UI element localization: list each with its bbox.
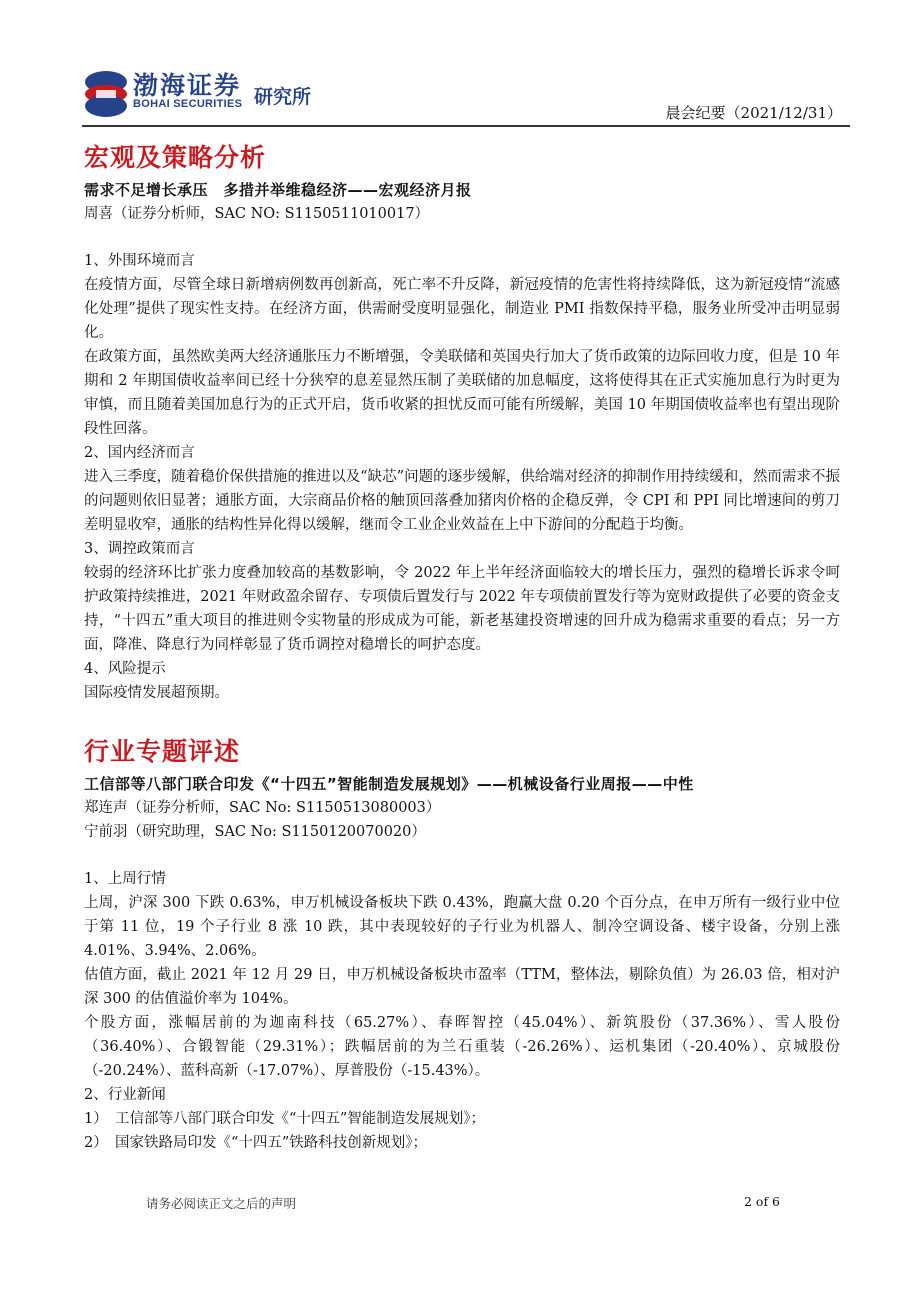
macro-paragraph: 在政策方面，虽然欧美两大经济通胀压力不断增强，令美联储和英国央行加大了货币政策的边际回收力度，但是 10 年期和 2 年期国债收益率间已经十分狭窄的息差显然压制了美联储的加息幅度，这将使得其在正式实施加息行为时更为审慎，而且随着美国加息行为的正式开启，货币收紧的担忧反而可能有所缓解，美国 10 年期国债收益率也有望出现阶段性回落。 (84, 349, 840, 437)
header-divider (82, 125, 850, 127)
page-header (0, 0, 920, 130)
macro-body (84, 249, 840, 705)
macro-section-title: 宏观及策略分析 (84, 143, 267, 172)
industry-heading-1: 1、上周行情 (84, 871, 166, 887)
industry-author: 郑连声（证券分析师，SAC No: S1150513080003） (84, 800, 441, 816)
macro-paragraph: 进入三季度，随着稳价保供措施的推进以及“缺芯”问题的逐步缓解，供给端对经济的抑制作用持续缓和，然而需求不振的问题则依旧显著；通胀方面，大宗商品价格的触顶回落叠加猪肉价格的企稳反弹，令 CPI 和 PPI 同比增速间的剪刀差明显收窄，通胀的结构性异化得以缓解，继而令工业企业效益在上中下游间的分配趋于均衡。 (84, 469, 840, 533)
page-number: 2 of 6 (744, 1194, 781, 1209)
bohai-logo-icon (82, 68, 130, 120)
industry-paragraph: 上周，沪深 300 下跌 0.63%，申万机械设备板块下跌 0.43%，跑赢大盘 0.20 个百分点，在申万所有一级行业中位于第 11 位，19 个子行业 8 涨 10 跌，其中表现较好的子行业为机器人、制冷空调设备、楼宇设备，分别上涨 4.01%、3.94%、2.06%。 (84, 895, 840, 959)
macro-heading-1: 1、外围环境而言 (84, 253, 195, 269)
brand-name-cn: 渤海证券 (133, 71, 242, 100)
news-item: 2） 国家铁路局印发《“十四五”铁路科技创新规划》； (84, 1135, 428, 1151)
industry-section-title: 行业专题评述 (84, 737, 241, 766)
news-item: 1） 工信部等八部门联合印发《“十四五”智能制造发展规划》； (84, 1111, 486, 1127)
macro-heading-4: 4、风险提示 (84, 661, 166, 677)
industry-author: 宁前羽（研究助理，SAC No: S1150120070020） (84, 824, 426, 840)
disclaimer-note: 请务必阅读正文之后的声明 (146, 1196, 297, 1211)
page-content (84, 140, 840, 1155)
macro-heading-2: 2、国内经济而言 (84, 445, 195, 461)
brand-department: 研究所 (254, 86, 312, 108)
macro-paragraph: 较弱的经济环比扩张力度叠加较高的基数影响，令 2022 年上半年经济面临较大的增长压力，强烈的稳增长诉求令呵护政策持续推进，2021 年财政盈余留存、专项债后置发行与 2022 年专项债前置发行等为宽财政提供了必要的资金支持，“十四五”重大项目的推进则令实物量的形成成为可能，新老基建投资增速的回升成为稳需求重要的看点；另一方面，降准、降息行为同样彰显了货币调控对稳增长的呵护态度。 (84, 565, 840, 653)
macro-author: 周喜（证券分析师，SAC NO: S1150511010017） (84, 206, 430, 222)
macro-report-title: 需求不足增长承压 多措并举维稳经济——宏观经济月报 (84, 181, 472, 199)
page-footer (0, 1194, 920, 1234)
industry-paragraph: 估值方面，截止 2021 年 12 月 29 日，申万机械设备板块市盈率（TTM，整体法，剔除负值）为 26.03 倍，相对沪深 300 的估值溢价率为 104%。 (84, 967, 840, 1007)
industry-body (84, 867, 840, 1155)
industry-heading-2: 2、行业新闻 (84, 1087, 166, 1103)
macro-paragraph: 国际疫情发展超预期。 (84, 685, 229, 701)
macro-heading-3: 3、调控政策而言 (84, 541, 195, 557)
macro-paragraph: 在疫情方面，尽管全球日新增病例数再创新高，死亡率不升反降，新冠疫情的危害性将持续降低，这为新冠疫情“流感化处理”提供了现实性支持。在经济方面，供需耐受度明显强化，制造业 PMI 指数保持平稳，服务业所受冲击明显弱化。 (84, 277, 840, 341)
brand-name-en: BOHAI SECURITIES (133, 98, 243, 110)
document-label: 晨会纪要（2021/12/31） (665, 104, 842, 122)
industry-paragraph: 个股方面，涨幅居前的为迦南科技（65.27%）、春晖智控（45.04%）、新筑股份（37.36%）、雪人股份（36.40%）、合锻智能（29.31%）；跌幅居前的为兰石重装（-26.26%）、运机集团（-20.40%）、京城股份（-20.24%）、蓝科高新（-17.07%）、厚普股份（-15.43%）。 (84, 1015, 840, 1079)
industry-report-title: 工信部等八部门联合印发《“十四五”智能制造发展规划》——机械设备行业周报——中性 (84, 775, 694, 793)
